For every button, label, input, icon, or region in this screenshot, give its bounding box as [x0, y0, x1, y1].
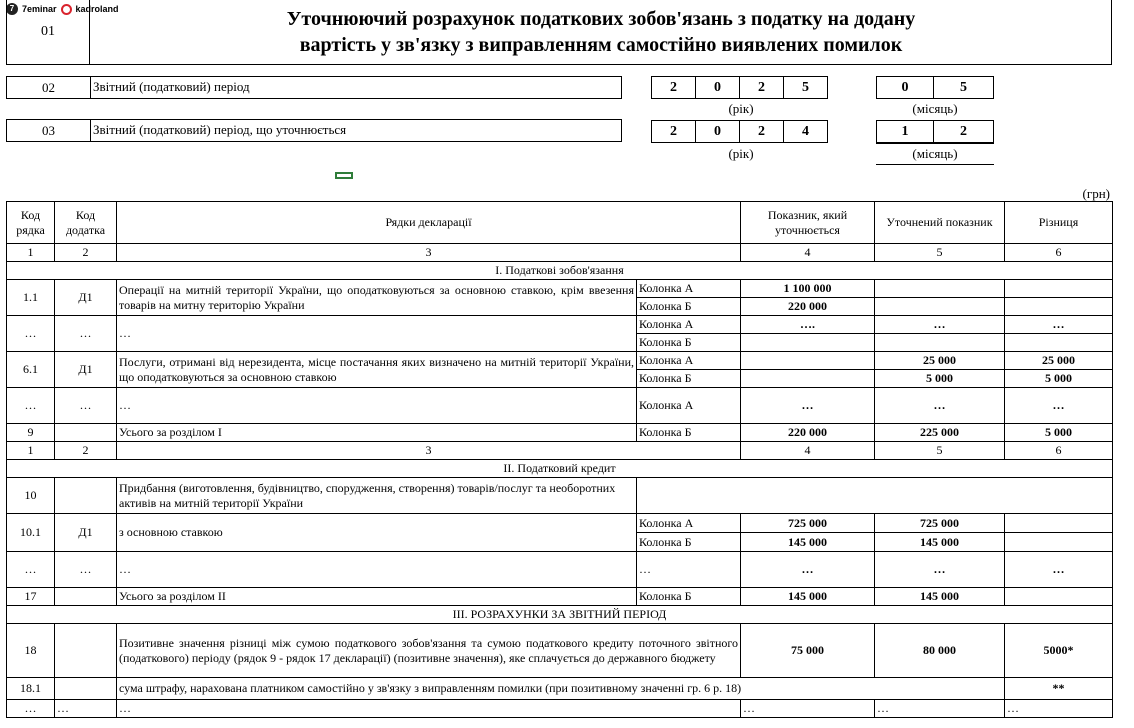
col-label: Колонка А — [637, 352, 741, 370]
row-app: Д1 — [55, 352, 117, 388]
table-header-row — [7, 202, 1113, 244]
row-code: 18.1 — [7, 678, 55, 700]
year-caption: (рік) — [728, 146, 754, 161]
row-code: 10 — [7, 478, 55, 514]
period-code: 03 — [7, 120, 91, 141]
row-app — [55, 678, 117, 700]
table-row — [7, 388, 1113, 424]
col-num: 2 — [55, 442, 117, 460]
row-text: з основною ставкою — [117, 514, 637, 552]
col-label: … — [637, 552, 741, 588]
row-app: … — [55, 552, 117, 588]
section-2-row — [7, 460, 1113, 478]
digit: 5 — [933, 76, 994, 99]
table-row — [7, 280, 1113, 298]
row-text: Операції на митній території України, що оподатковуються за основною ставкою, крім ввезення товарів на митну територію України — [117, 280, 637, 316]
digit: 1 — [876, 120, 934, 143]
row-app: … — [55, 700, 117, 718]
value-col6 — [1005, 298, 1113, 316]
value-col4 — [741, 334, 875, 352]
row-text: Усього за розділом II — [117, 588, 637, 606]
value-col4: 220 000 — [741, 424, 875, 442]
digit: 2 — [651, 76, 696, 99]
value-col6 — [1005, 588, 1113, 606]
value-col6: ** — [1005, 678, 1113, 700]
table-row — [7, 588, 1113, 606]
empty-values — [637, 478, 1113, 514]
row-code: 10.1 — [7, 514, 55, 552]
month-digits-03 — [877, 120, 994, 143]
value-col6 — [1005, 280, 1113, 298]
value-col5: … — [875, 388, 1005, 424]
digit: 2 — [933, 120, 994, 143]
value-col4: 75 000 — [741, 624, 875, 678]
row-code: … — [7, 552, 55, 588]
value-col5: … — [875, 552, 1005, 588]
section-1-row — [7, 262, 1113, 280]
month-caption: (місяць) — [912, 101, 958, 116]
value-col5 — [875, 280, 1005, 298]
digit: 2 — [651, 120, 696, 143]
section-title: III. РОЗРАХУНКИ ЗА ЗВІТНИЙ ПЕРІОД — [7, 606, 1113, 624]
table-row — [7, 316, 1113, 334]
value-col5: 725 000 — [875, 514, 1005, 533]
section-3-row — [7, 606, 1113, 624]
value-col6: 5 000 — [1005, 370, 1113, 388]
value-col6: … — [1005, 388, 1113, 424]
row-text: … — [117, 388, 637, 424]
col-num: 4 — [741, 244, 875, 262]
brand2: kadroland — [75, 4, 119, 14]
seminar-logo-icon: 7 — [6, 3, 18, 15]
col-label: Колонка А — [637, 316, 741, 334]
digit: 2 — [739, 76, 784, 99]
digit: 5 — [783, 76, 828, 99]
row-text: … — [117, 700, 741, 718]
table-row — [7, 624, 1113, 678]
section-title: I. Податкові зобов'язання — [7, 262, 1113, 280]
digit: 0 — [695, 76, 740, 99]
value-col6 — [1005, 334, 1113, 352]
col-label: Колонка А — [637, 280, 741, 298]
digit: 0 — [876, 76, 934, 99]
value-col6: 5 000 — [1005, 424, 1113, 442]
table-row — [7, 514, 1113, 533]
header-col5: Уточнений показник — [875, 202, 1005, 244]
value-col6: 25 000 — [1005, 352, 1113, 370]
row-app: … — [55, 388, 117, 424]
row-app — [55, 624, 117, 678]
form-header — [6, 0, 1112, 65]
header-col4: Показник, який уточнюється — [741, 202, 875, 244]
value-col5: 25 000 — [875, 352, 1005, 370]
col-label: Колонка А — [637, 514, 741, 533]
value-col5: 145 000 — [875, 588, 1005, 606]
month-underline — [876, 143, 994, 144]
value-col4: … — [741, 700, 875, 718]
row-code: 1.1 — [7, 280, 55, 316]
header-app: Код додатка — [55, 202, 117, 244]
value-col6: … — [1005, 552, 1113, 588]
col-num: 1 — [7, 442, 55, 460]
period-code: 02 — [7, 77, 91, 98]
col-label: Колонка А — [637, 388, 741, 424]
title-line-1: Уточнюючий розрахунок податкових зобов'язань з податку на додану — [286, 8, 916, 30]
green-marker-icon — [335, 172, 353, 179]
col-num: 2 — [55, 244, 117, 262]
row-text: Придбання (виготовлення, будівництво, спорудження, створення) товарів/послуг та необоротних активів на митній території України — [117, 478, 637, 514]
row-code: 17 — [7, 588, 55, 606]
row-text: сума штрафу, нарахована платником самостійно у зв'язку з виправленням помилки (при позитивному значенні гр. 6 р. 18) — [117, 678, 1005, 700]
row-code: … — [7, 316, 55, 352]
period-row-02 — [6, 76, 622, 99]
digit: 0 — [695, 120, 740, 143]
col-label: Колонка Б — [637, 334, 741, 352]
row-app — [55, 588, 117, 606]
header-col6: Різниця — [1005, 202, 1113, 244]
header-number: 01 — [7, 0, 90, 64]
col-label: Колонка Б — [637, 298, 741, 316]
row-app: … — [55, 316, 117, 352]
column-numbers-row — [7, 442, 1113, 460]
value-col5: 145 000 — [875, 533, 1005, 552]
column-numbers-row — [7, 244, 1113, 262]
title-line-2: вартість у зв'язку з виправленням самостійно виявлених помилок — [299, 34, 903, 56]
table-row — [7, 678, 1113, 700]
form-title — [91, 0, 1111, 64]
digit: 2 — [739, 120, 784, 143]
col-label: Колонка Б — [637, 588, 741, 606]
value-col5 — [875, 298, 1005, 316]
col-num: 5 — [875, 442, 1005, 460]
value-col5: 5 000 — [875, 370, 1005, 388]
period-label: Звітний (податковий) період — [93, 79, 250, 94]
value-col5: … — [875, 700, 1005, 718]
col-num: 5 — [875, 244, 1005, 262]
row-text: Усього за розділом I — [117, 424, 637, 442]
row-text: … — [117, 552, 637, 588]
value-col4: 145 000 — [741, 588, 875, 606]
value-col4: …. — [741, 316, 875, 334]
section-title: II. Податковий кредит — [7, 460, 1113, 478]
header-rows: Рядки декларації — [117, 202, 741, 244]
value-col6 — [1005, 514, 1113, 533]
table-row — [7, 478, 1113, 514]
value-col4 — [741, 370, 875, 388]
year-caption: (рік) — [728, 101, 754, 116]
month-caption: (місяць) — [912, 146, 958, 161]
row-text: Позитивне значення різниці між сумою податкового зобов'язання та сумою податкового кредиту поточного звітного (податкового) періоду (рядок 9 - рядок 17 декларації) (позитивне значення), яке сплачується до державного бюджету — [117, 624, 741, 678]
table-row — [7, 552, 1113, 588]
value-col5: 225 000 — [875, 424, 1005, 442]
row-code: 9 — [7, 424, 55, 442]
value-col6: … — [1005, 316, 1113, 334]
value-col5: … — [875, 316, 1005, 334]
row-app — [55, 424, 117, 442]
row-text: Послуги, отримані від нерезидента, місце постачання яких визначено на митній території України, що оподатковуються за основною ставкою — [117, 352, 637, 388]
value-col4 — [741, 352, 875, 370]
brand1: 7eminar — [22, 4, 57, 14]
declaration-table — [6, 201, 1113, 718]
value-col4: 220 000 — [741, 298, 875, 316]
table-row — [7, 700, 1113, 718]
period-label: Звітний (податковий) період, що уточнюється — [93, 122, 347, 137]
col-num: 6 — [1005, 442, 1113, 460]
row-code: … — [7, 388, 55, 424]
col-label: Колонка Б — [637, 370, 741, 388]
row-app: Д1 — [55, 514, 117, 552]
header-code: Код рядка — [7, 202, 55, 244]
table-row — [7, 352, 1113, 370]
year-digits-02 — [652, 76, 828, 99]
row-app: Д1 — [55, 280, 117, 316]
value-col4: … — [741, 552, 875, 588]
month-caption-underline — [876, 164, 994, 165]
col-num: 6 — [1005, 244, 1113, 262]
month-digits-02 — [877, 76, 994, 99]
digit: 4 — [783, 120, 828, 143]
value-col4: 145 000 — [741, 533, 875, 552]
value-col4: … — [741, 388, 875, 424]
col-num: 4 — [741, 442, 875, 460]
value-col6: 5000* — [1005, 624, 1113, 678]
value-col5 — [875, 334, 1005, 352]
row-code: 6.1 — [7, 352, 55, 388]
row-app — [55, 478, 117, 514]
col-num: 1 — [7, 244, 55, 262]
value-col5: 80 000 — [875, 624, 1005, 678]
value-col4: 1 100 000 — [741, 280, 875, 298]
col-label: Колонка Б — [637, 533, 741, 552]
col-num: 3 — [117, 442, 741, 460]
table-row — [7, 424, 1113, 442]
year-digits-03 — [652, 120, 828, 143]
currency-unit: (грн) — [1082, 186, 1110, 201]
value-col4: 725 000 — [741, 514, 875, 533]
row-code: 18 — [7, 624, 55, 678]
row-text: … — [117, 316, 637, 352]
row-code: … — [7, 700, 55, 718]
value-col6: … — [1005, 700, 1113, 718]
value-col6 — [1005, 533, 1113, 552]
col-label: Колонка Б — [637, 424, 741, 442]
period-row-03 — [6, 119, 622, 142]
col-num: 3 — [117, 244, 741, 262]
